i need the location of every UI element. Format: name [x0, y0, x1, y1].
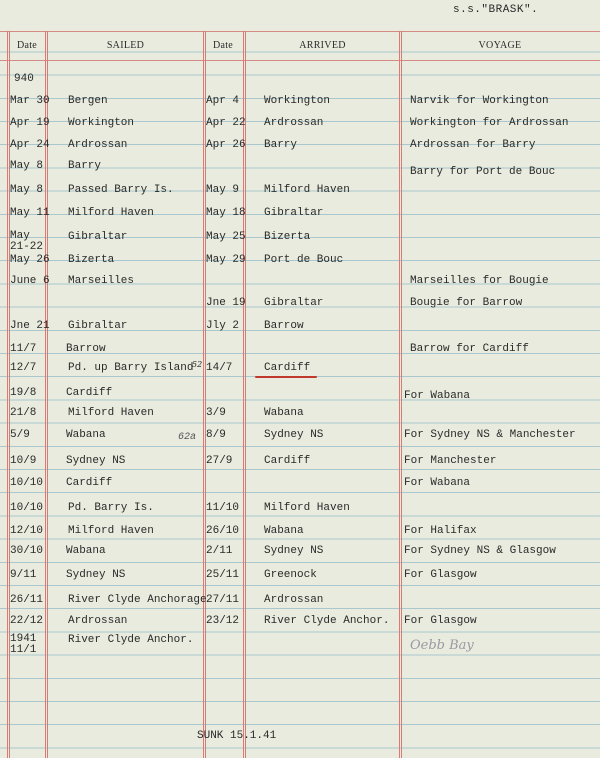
- row-7-sailed-from: Gibraltar: [68, 231, 128, 243]
- row-5-arrived-at: Milford Haven: [264, 184, 350, 196]
- row-15-arrived-at: Wabana: [264, 407, 304, 419]
- row-25-date-sailed: 1941 11/1: [10, 633, 37, 656]
- row-21-voyage: For Sydney NS & Glasgow: [404, 545, 556, 557]
- row-19-arrived-at: Milford Haven: [264, 502, 350, 514]
- row-3-sailed-from: Ardrossan: [68, 139, 128, 151]
- row-21-date-sailed: 30/10: [10, 545, 44, 557]
- cardiff-underline: [255, 376, 317, 378]
- row-13-date-sailed: 12/7: [10, 362, 37, 374]
- row-8-arrived-at: Port de Bouc: [264, 254, 344, 266]
- row-9-date-sailed: June 6: [10, 275, 50, 287]
- row-1-sailed-from: Bergen: [68, 95, 108, 107]
- row-1-arrived-at: Workington: [264, 95, 331, 107]
- header-date-arrived: Date: [212, 40, 234, 51]
- row-9-voyage: Marseilles for Bougie: [410, 275, 549, 287]
- row-16-voyage: For Sydney NS & Manchester: [404, 429, 576, 441]
- row-19-date-arrived: 11/10: [206, 502, 240, 514]
- row-4-date-sailed: May 8: [10, 160, 44, 172]
- row-7-date-arrived: May 25: [206, 231, 246, 243]
- row-14-voyage: For Wabana: [404, 390, 471, 402]
- row-15-sailed-from: Milford Haven: [68, 407, 154, 419]
- row-3-date-sailed: Apr 24: [10, 139, 50, 151]
- row-2-arrived-at: Ardrossan: [264, 117, 324, 129]
- margin-mark: 52: [192, 360, 203, 369]
- row-23-sailed-from: River Clyde Anchorage: [68, 594, 207, 606]
- header-bottom-rule: [0, 60, 600, 61]
- row-10-date-arrived: Jne 19: [206, 297, 246, 309]
- row-20-voyage: For Halifax: [404, 525, 477, 537]
- row-21-date-arrived: 2/11: [206, 545, 233, 557]
- row-16-date-arrived: 8/9: [206, 429, 226, 441]
- row-3-arrived-at: Barry: [264, 139, 298, 151]
- row-21-arrived-at: Sydney NS: [264, 545, 324, 557]
- row-21-sailed-from: Wabana: [66, 545, 106, 557]
- row-24-date-sailed: 22/12: [10, 615, 44, 627]
- row-12-date-sailed: 11/7: [10, 343, 37, 355]
- row-22-sailed-from: Sydney NS: [66, 569, 126, 581]
- row-10-arrived-at: Gibraltar: [264, 297, 324, 309]
- row-16-date-sailed: 5/9: [10, 429, 30, 441]
- row-7-arrived-at: Bizerta: [264, 231, 311, 243]
- row-11-date-sailed: Jne 21: [10, 320, 50, 332]
- row-14-sailed-from: Cardiff: [66, 387, 113, 399]
- row-18-sailed-from: Cardiff: [66, 477, 113, 489]
- row-8-date-sailed: May 26: [10, 254, 50, 266]
- row-18-voyage: For Wabana: [404, 477, 471, 489]
- header-voyage: VOYAGE: [478, 40, 522, 51]
- row-15-date-arrived: 3/9: [206, 407, 226, 419]
- header-sailed: SAILED: [106, 40, 145, 51]
- sunk-note: SUNK 15.1.41: [197, 730, 277, 742]
- row-6-date-sailed: May 11: [10, 207, 50, 219]
- row-20-sailed-from: Milford Haven: [68, 525, 154, 537]
- handwritten-note: Oebb Bay: [410, 638, 474, 653]
- row-5-date-arrived: May 9: [206, 184, 240, 196]
- row-13-arrived-at: Cardiff: [264, 362, 311, 374]
- row-16-sailed-from: Wabana: [66, 429, 106, 441]
- ship-name: s.s."BRASK".: [453, 4, 539, 16]
- row-23-arrived-at: Ardrossan: [264, 594, 324, 606]
- row-1-date-sailed: Mar 30: [10, 95, 50, 107]
- row-12-sailed-from: Barrow: [66, 343, 106, 355]
- row-1-voyage: Narvik for Workington: [410, 95, 549, 107]
- row-6-sailed-from: Milford Haven: [68, 207, 154, 219]
- row-17-date-sailed: 10/9: [10, 455, 37, 467]
- row-5-sailed-from: Passed Barry Is.: [68, 184, 174, 196]
- row-11-date-arrived: Jly 2: [206, 320, 240, 332]
- row-25-sailed-from: River Clyde Anchor.: [68, 634, 194, 646]
- row-20-arrived-at: Wabana: [264, 525, 304, 537]
- header-arrived: ARRIVED: [299, 40, 346, 51]
- row-13-sailed-from: Pd. up Barry Island: [68, 362, 194, 374]
- row-6-date-arrived: May 18: [206, 207, 246, 219]
- row-2-date-sailed: Apr 19: [10, 117, 50, 129]
- row-17-sailed-from: Sydney NS: [66, 455, 126, 467]
- row-13-date-arrived: 14/7: [206, 362, 233, 374]
- row-11-sailed-from: Gibraltar: [68, 320, 128, 332]
- row-8-sailed-from: Bizerta: [68, 254, 115, 266]
- row-3-voyage: Ardrossan for Barry: [410, 139, 536, 151]
- row-11-arrived-at: Barrow: [264, 320, 304, 332]
- row-22-date-arrived: 25/11: [206, 569, 240, 581]
- row-22-voyage: For Glasgow: [404, 569, 477, 581]
- header-top-rule: [0, 31, 600, 32]
- row-19-date-sailed: 10/10: [10, 502, 44, 514]
- header-date-sailed: Date: [16, 40, 38, 51]
- row-2-date-arrived: Apr 22: [206, 117, 246, 129]
- row-7-date-sailed: May 21-22: [10, 230, 44, 253]
- row-16-arrived-at: Sydney NS: [264, 429, 324, 441]
- row-17-date-arrived: 27/9: [206, 455, 233, 467]
- row-10-voyage: Bougie for Barrow: [410, 297, 523, 309]
- row-23-date-arrived: 27/11: [206, 594, 240, 606]
- row-2-voyage: Workington for Ardrossan: [410, 117, 569, 129]
- row-24-sailed-from: Ardrossan: [68, 615, 128, 627]
- year-label: 940: [14, 73, 34, 85]
- row-9-sailed-from: Marseilles: [68, 275, 135, 287]
- rule-arrived: [399, 31, 402, 758]
- row-20-date-arrived: 26/10: [206, 525, 240, 537]
- row-22-arrived-at: Greenock: [264, 569, 317, 581]
- row-17-arrived-at: Cardiff: [264, 455, 311, 467]
- row-23-date-sailed: 26/11: [10, 594, 44, 606]
- row-6-arrived-at: Gibraltar: [264, 207, 324, 219]
- row-18-date-sailed: 10/10: [10, 477, 44, 489]
- row-4-sailed-from: Barry: [68, 160, 102, 172]
- side-mark: 62a: [178, 432, 197, 443]
- row-14-date-sailed: 19/8: [10, 387, 37, 399]
- row-12-voyage: Barrow for Cardiff: [410, 343, 529, 355]
- row-2-sailed-from: Workington: [68, 117, 135, 129]
- row-19-sailed-from: Pd. Barry Is.: [68, 502, 154, 514]
- row-24-voyage: For Glasgow: [404, 615, 477, 627]
- row-22-date-sailed: 9/11: [10, 569, 37, 581]
- row-24-date-arrived: 23/12: [206, 615, 240, 627]
- row-3-date-arrived: Apr 26: [206, 139, 246, 151]
- row-1-date-arrived: Apr 4: [206, 95, 240, 107]
- row-15-date-sailed: 21/8: [10, 407, 37, 419]
- row-17-voyage: For Manchester: [404, 455, 497, 467]
- row-24-arrived-at: River Clyde Anchor.: [264, 615, 390, 627]
- row-4-voyage: Barry for Port de Bouc: [410, 166, 556, 178]
- row-5-date-sailed: May 8: [10, 184, 44, 196]
- row-8-date-arrived: May 29: [206, 254, 246, 266]
- row-20-date-sailed: 12/10: [10, 525, 44, 537]
